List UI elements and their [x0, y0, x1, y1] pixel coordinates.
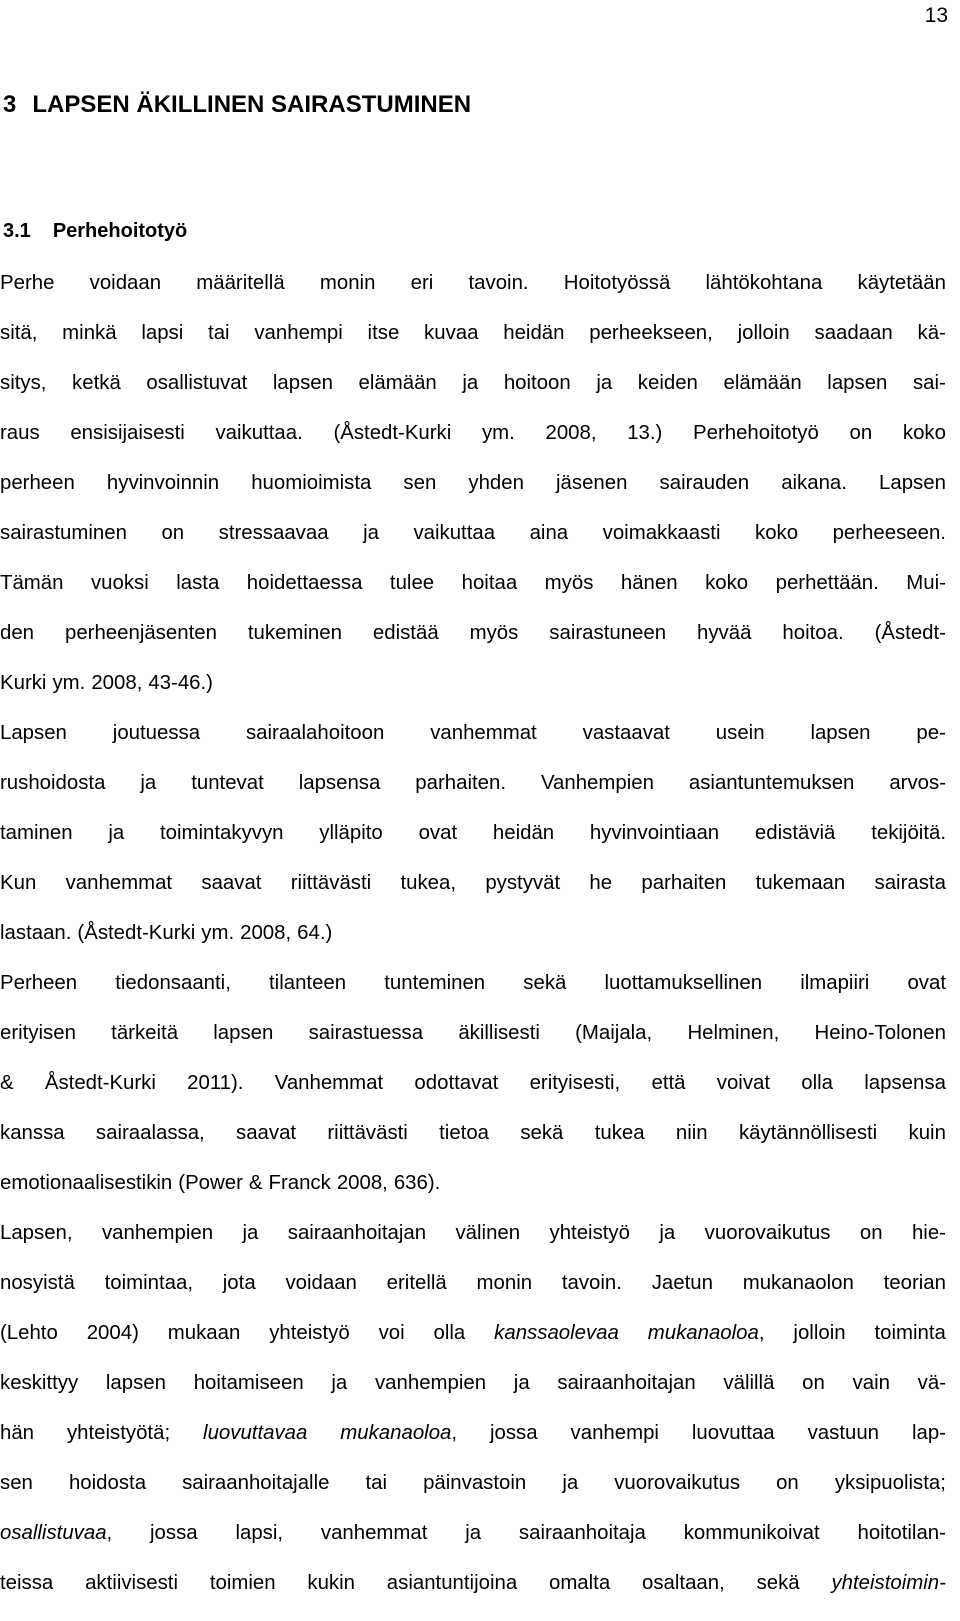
word: vastaavat	[582, 722, 670, 744]
word: voidaan	[89, 272, 162, 294]
text-line	[0, 1221, 946, 1246]
word: taminen	[0, 822, 73, 844]
word: elämään	[723, 372, 802, 394]
word: hoidettaessa	[246, 572, 363, 594]
word: tekijöitä.	[871, 822, 946, 844]
word: tai	[365, 1472, 388, 1494]
word: voidaan	[285, 1272, 357, 1294]
text-line	[0, 721, 946, 746]
word: 43-46.)	[148, 672, 213, 694]
word: perheeseen.	[832, 522, 946, 544]
text-line	[0, 871, 946, 896]
word: Perhehoitotyö	[693, 422, 819, 444]
word: edistää	[372, 622, 439, 644]
word: vaikuttaa.	[215, 422, 303, 444]
word: luovuttaa	[691, 1422, 775, 1444]
word: asiantuntemuksen	[688, 772, 855, 794]
word: (Åstedt-Kurki	[333, 422, 452, 444]
word: vanhempi	[254, 322, 343, 344]
word: riittävästi	[290, 872, 372, 894]
word: jolloin	[793, 1322, 846, 1344]
word: koko	[755, 522, 799, 544]
word: lapsen	[213, 1022, 274, 1044]
word: mukanaolon	[742, 1272, 854, 1294]
text-line	[0, 771, 946, 796]
word: vaikuttaa	[413, 522, 496, 544]
word: aina	[529, 522, 569, 544]
word: hyvinvoinnin	[106, 472, 220, 494]
word: monin	[319, 272, 376, 294]
word: usein	[715, 722, 765, 744]
word: toiminta	[874, 1322, 946, 1344]
word: perheenjäsenten	[64, 622, 217, 644]
word: toimien	[209, 1572, 276, 1594]
word: tiedonsaanti,	[115, 972, 231, 994]
word: &	[0, 1072, 14, 1094]
word: yhteistyö	[549, 1222, 630, 1244]
word: 2008,	[336, 1172, 388, 1194]
word: tulee	[389, 572, 435, 594]
word: aktiivisesti	[85, 1572, 179, 1594]
word: Helminen,	[687, 1022, 780, 1044]
word: vuoksi	[90, 572, 149, 594]
word: vanhemmat	[320, 1522, 428, 1544]
chapter-title-text: LAPSEN ÄKILLINEN SAIRASTUMINEN	[32, 91, 472, 118]
word: Vanhemmat	[274, 1072, 384, 1094]
text-line	[0, 421, 946, 446]
word: raus	[0, 422, 40, 444]
word: (Åstedt-	[874, 622, 946, 644]
word: vanhempien	[101, 1222, 214, 1244]
paragraph	[0, 971, 946, 1196]
word: yhden	[468, 472, 524, 494]
word: voi	[378, 1322, 405, 1344]
text-line	[0, 521, 946, 546]
text-line	[0, 271, 946, 296]
word: edistäviä	[754, 822, 836, 844]
word: nosyistä	[0, 1272, 75, 1294]
word: pe-	[916, 722, 946, 744]
text-line	[0, 321, 946, 346]
word: hie-	[911, 1222, 946, 1244]
word: ja	[363, 522, 379, 544]
section-title	[3, 218, 187, 244]
word: koko	[705, 572, 749, 594]
word: hoitotilan-	[857, 1522, 946, 1544]
word: hyvinvointiaan	[589, 822, 720, 844]
word: tukea,	[400, 872, 457, 894]
word: heidän	[503, 322, 565, 344]
word: hänen	[620, 572, 678, 594]
text-line	[0, 1571, 946, 1596]
word: odottavat	[414, 1072, 499, 1094]
word: Lapsen	[879, 472, 946, 494]
word: erityisen	[0, 1022, 76, 1044]
page-number: 13	[924, 4, 948, 27]
word: vanhemmat	[65, 872, 173, 894]
word: hoitoa.	[782, 622, 844, 644]
word: heidän	[492, 822, 555, 844]
text-line	[0, 371, 946, 396]
word: yhteistoimin-	[831, 1572, 946, 1594]
word: rushoidosta	[0, 772, 106, 794]
word: voivat	[716, 1072, 771, 1094]
word: sen	[0, 1472, 33, 1494]
word: mukaan	[167, 1322, 241, 1344]
text-line	[0, 921, 946, 946]
word: lapsen	[272, 372, 333, 394]
word: yhteistyötä;	[66, 1422, 171, 1444]
word: Perhe	[0, 272, 55, 294]
word: Franck	[268, 1172, 331, 1194]
paragraph	[0, 721, 946, 946]
word: mukanaoloa,	[340, 1422, 458, 1444]
text-line	[0, 1521, 946, 1546]
word: Lapsen,	[0, 1222, 73, 1244]
word: Lapsen	[0, 722, 67, 744]
word: vuorovaikutus	[704, 1222, 831, 1244]
word: lapsensa	[298, 772, 381, 794]
word: vastuun	[807, 1422, 880, 1444]
word: (Åstedt-Kurki	[77, 922, 196, 944]
word: ketkä	[72, 372, 121, 394]
word: 2011).	[187, 1072, 244, 1094]
word: sairaalahoitoon	[245, 722, 385, 744]
word: kuvaa	[424, 322, 479, 344]
word: tunteminen	[384, 972, 486, 994]
word: sairaalassa,	[95, 1122, 205, 1144]
word: sai-	[912, 372, 946, 394]
text-line	[0, 1371, 946, 1396]
word: olla	[433, 1322, 466, 1344]
word: osaltaan,	[642, 1572, 725, 1594]
text-line	[0, 671, 946, 696]
word: 636).	[393, 1172, 441, 1194]
word: tukeminen	[247, 622, 342, 644]
word: ja	[108, 822, 125, 844]
word: 2004)	[86, 1322, 139, 1344]
word: osallistuvaa,	[0, 1522, 113, 1544]
word: pystyvät	[485, 872, 561, 894]
word: joutuessa	[112, 722, 201, 744]
word: asiantuntijoina	[386, 1572, 518, 1594]
text-line	[0, 1071, 946, 1096]
word: perhettään.	[775, 572, 879, 594]
word: itse	[367, 322, 400, 344]
word: lapsen	[827, 372, 888, 394]
word: tukemaan	[755, 872, 846, 894]
text-line	[0, 1021, 946, 1046]
word: lapsen	[810, 722, 871, 744]
word: minkä	[62, 322, 117, 344]
word: ja	[140, 772, 157, 794]
word: emotionaalisestikin	[0, 1172, 173, 1194]
word: kommunikoivat	[683, 1522, 820, 1544]
body-text	[0, 271, 946, 1621]
word: keskittyy	[0, 1372, 79, 1394]
word: mukanaoloa,	[647, 1322, 765, 1344]
word: lasta	[176, 572, 220, 594]
word: teorian	[883, 1272, 946, 1294]
word: voimakkaasti	[602, 522, 721, 544]
word: tietoa	[439, 1122, 490, 1144]
word: sen	[403, 472, 437, 494]
word: teissa	[0, 1572, 54, 1594]
word: parhaiten	[641, 872, 727, 894]
word: den	[0, 622, 35, 644]
word: vain	[852, 1372, 890, 1394]
word: sairaanhoitajalle	[182, 1472, 330, 1494]
word: Kurki	[0, 672, 47, 694]
word: on	[849, 422, 873, 444]
word: tilanteen	[269, 972, 347, 994]
word: lähtökohtana	[705, 272, 823, 294]
word: ja	[242, 1222, 259, 1244]
word: yksipuolista;	[834, 1472, 946, 1494]
word: kanssa	[0, 1122, 65, 1144]
word: Åstedt-Kurki	[44, 1072, 156, 1094]
word: hoitaa	[461, 572, 518, 594]
word: ovat	[907, 972, 946, 994]
word: 64.)	[297, 922, 333, 944]
word: Mui-	[906, 572, 946, 594]
word: Kun	[0, 872, 37, 894]
word: jäsenen	[556, 472, 628, 494]
word: kuin	[908, 1122, 946, 1144]
word: vanhempien	[374, 1372, 487, 1394]
word: sekä	[523, 972, 567, 994]
word: he	[589, 872, 613, 894]
word: 2008,	[91, 672, 143, 694]
word: on	[802, 1372, 825, 1394]
word: sairaanhoitaja	[518, 1522, 646, 1544]
word: 2008,	[240, 922, 292, 944]
word: ja	[331, 1372, 348, 1394]
word: tavoin.	[468, 272, 529, 294]
word: ja	[659, 1222, 676, 1244]
word: tuntevat	[191, 772, 264, 794]
word: eritellä	[386, 1272, 447, 1294]
word: ym.	[481, 422, 515, 444]
word: myös	[469, 622, 519, 644]
word: olla	[801, 1072, 834, 1094]
word: sairastuminen	[0, 522, 127, 544]
word: Hoitotyössä	[563, 272, 671, 294]
word: hyvää	[697, 622, 752, 644]
text-line	[0, 1471, 946, 1496]
section-title-text: Perhehoitotyö	[52, 220, 188, 242]
word: monin	[476, 1272, 533, 1294]
word: sairasta	[874, 872, 946, 894]
paragraph	[0, 271, 946, 696]
word: Perheen	[0, 972, 78, 994]
word: hoidosta	[68, 1472, 147, 1494]
word: ja	[465, 1522, 482, 1544]
word: eri	[410, 272, 434, 294]
word: sitä,	[0, 322, 38, 344]
word: ja	[596, 372, 613, 394]
word: sairastuneen	[549, 622, 667, 644]
word: osallistuvat	[146, 372, 248, 394]
word: välinen	[455, 1222, 521, 1244]
word: tärkeitä	[111, 1022, 179, 1044]
word: perheekseen,	[589, 322, 713, 344]
word: sekä	[756, 1572, 800, 1594]
word: kukin	[307, 1572, 355, 1594]
word: vanhempi	[570, 1422, 659, 1444]
word: ovat	[418, 822, 458, 844]
text-line	[0, 1421, 946, 1446]
word: on	[859, 1222, 883, 1244]
word: myös	[544, 572, 594, 594]
word: stressaavaa	[218, 522, 329, 544]
word: tukea	[594, 1122, 645, 1144]
word: jossa	[150, 1522, 198, 1544]
word: ja	[513, 1372, 530, 1394]
word: 13.)	[627, 422, 663, 444]
text-line	[0, 1321, 946, 1346]
word: vanhemmat	[430, 722, 537, 744]
word: tai	[208, 322, 230, 344]
word: lap-	[911, 1422, 946, 1444]
word: jolloin	[737, 322, 790, 344]
word: käytännöllisesti	[738, 1122, 878, 1144]
word: tavoin.	[561, 1272, 622, 1294]
word: ja	[562, 1472, 579, 1494]
word: hoitamiseen	[193, 1372, 304, 1394]
chapter-title	[3, 90, 471, 120]
word: erityisesti,	[529, 1072, 621, 1094]
word: (Maijala,	[575, 1022, 653, 1044]
section-number: 3.1	[3, 220, 31, 242]
word: sairauden	[659, 472, 750, 494]
chapter-number: 3	[3, 91, 17, 118]
word: kä-	[917, 322, 946, 344]
text-line	[0, 1171, 946, 1196]
word: sitys,	[0, 372, 47, 394]
word: toimintakyvyn	[159, 822, 284, 844]
word: yhteistyö	[269, 1322, 350, 1344]
word: luottamuksellinen	[604, 972, 763, 994]
word: arvos-	[889, 772, 946, 794]
word: ilmapiiri	[800, 972, 870, 994]
word: Jaetun	[651, 1272, 713, 1294]
word: on	[161, 522, 185, 544]
word: 2008,	[545, 422, 597, 444]
word: hoitoon	[503, 372, 571, 394]
word: että	[651, 1072, 686, 1094]
text-line	[0, 1271, 946, 1296]
word: omalta	[548, 1572, 611, 1594]
word: saavat	[201, 872, 262, 894]
word: perheen	[0, 472, 75, 494]
word: luovuttavaa	[203, 1422, 308, 1444]
word: sairaanhoitajan	[557, 1372, 696, 1394]
word: niin	[675, 1122, 708, 1144]
text-line	[0, 471, 946, 496]
word: lapsi	[141, 322, 184, 344]
word: ylläpito	[319, 822, 383, 844]
word: riittävästi	[327, 1122, 408, 1144]
word: sairastuessa	[308, 1022, 424, 1044]
word: lastaan.	[0, 922, 72, 944]
word: päinvastoin	[423, 1472, 527, 1494]
word: jota	[222, 1272, 256, 1294]
word: &	[248, 1172, 263, 1194]
word: ym.	[201, 922, 235, 944]
word: hän	[0, 1422, 35, 1444]
text-line	[0, 1121, 946, 1146]
word: toimintaa,	[104, 1272, 193, 1294]
word: saadaan	[814, 322, 893, 344]
word: ensisijaisesti	[70, 422, 185, 444]
word: Heino-Tolonen	[814, 1022, 946, 1044]
word: äkillisesti	[458, 1022, 540, 1044]
word: lapsen	[105, 1372, 166, 1394]
paragraph	[0, 1221, 946, 1596]
word: ja	[462, 372, 479, 394]
word: elämään	[358, 372, 437, 394]
text-line	[0, 821, 946, 846]
word: parhaiten.	[415, 772, 506, 794]
word: sairaanhoitajan	[287, 1222, 427, 1244]
word: käytetään	[857, 272, 946, 294]
text-line	[0, 621, 946, 646]
word: vuorovaikutus	[614, 1472, 741, 1494]
word: määritellä	[196, 272, 285, 294]
word: Vanhempien	[540, 772, 654, 794]
word: lapsi,	[235, 1522, 284, 1544]
word: lapsensa	[864, 1072, 946, 1094]
word: vä-	[917, 1372, 946, 1394]
word: aikana.	[781, 472, 847, 494]
word: kanssaolevaa	[494, 1322, 619, 1344]
text-line	[0, 571, 946, 596]
word: huomioimista	[251, 472, 372, 494]
word: (Lehto	[0, 1322, 58, 1344]
word: saavat	[236, 1122, 297, 1144]
word: sekä	[520, 1122, 564, 1144]
word: (Power	[178, 1172, 243, 1194]
word: koko	[902, 422, 946, 444]
word: ym.	[52, 672, 86, 694]
word: välillä	[723, 1372, 775, 1394]
word: keiden	[637, 372, 698, 394]
word: on	[776, 1472, 799, 1494]
word: Tämän	[0, 572, 64, 594]
word: jossa	[489, 1422, 538, 1444]
text-line	[0, 971, 946, 996]
